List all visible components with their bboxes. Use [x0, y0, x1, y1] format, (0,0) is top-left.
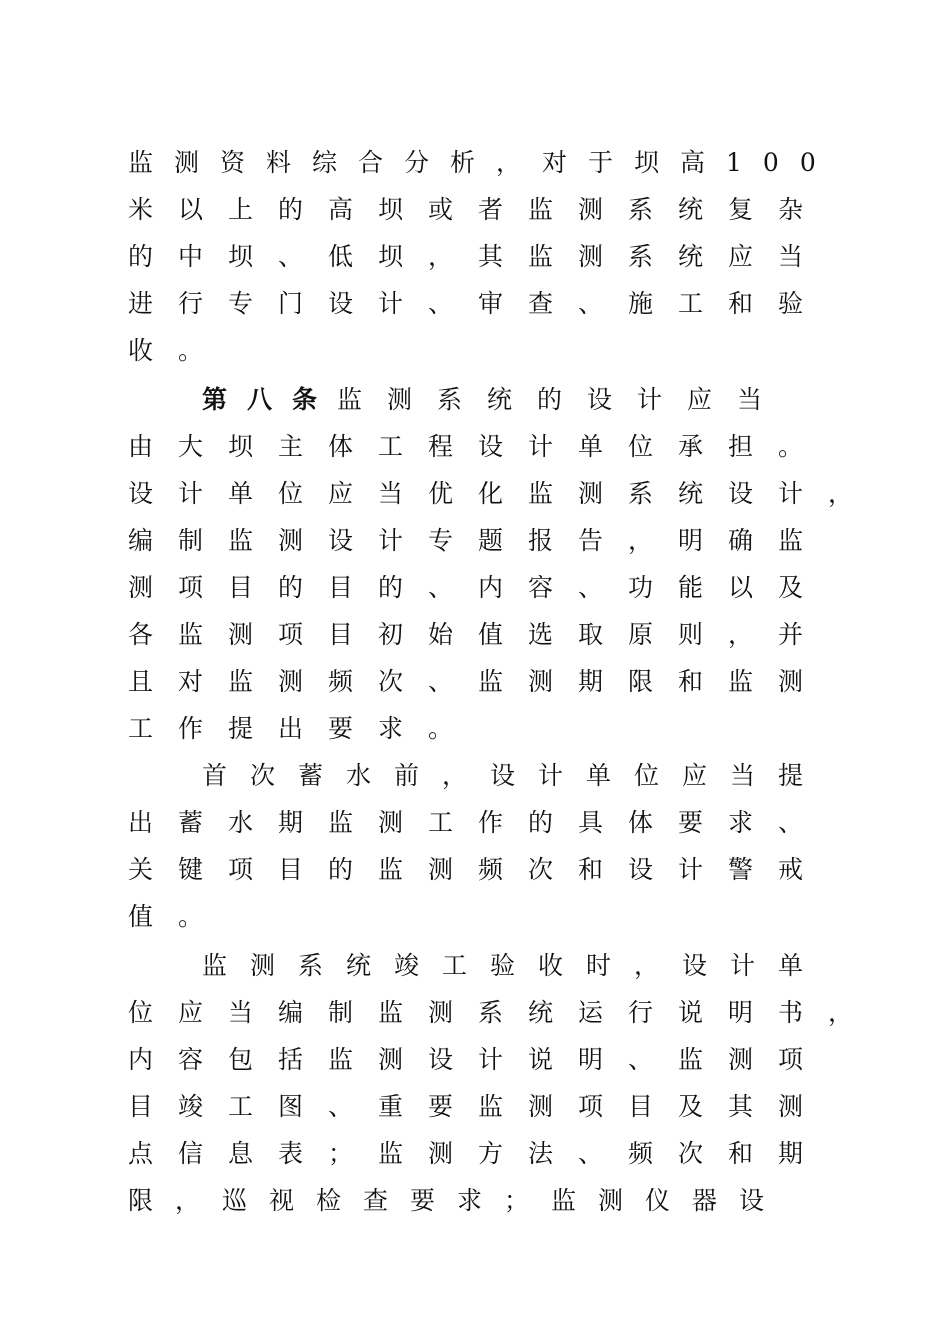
text-line: 设计单位应当优化监测系统设计， [128, 479, 879, 508]
text-line: 工作提出要求。 [128, 714, 479, 743]
article-text: 监测系统的设计应当 [337, 385, 788, 414]
text-line: 编制监测设计专题报告，明确监 [128, 526, 829, 555]
text-line: 的中坝、低坝，其监测系统应当 [128, 242, 829, 271]
text-line: 点信息表；监测方法、频次和期 [128, 1139, 829, 1168]
text-line: 米以上的高坝或者监测系统复杂 [128, 195, 829, 224]
text-line: 测项目的目的、内容、功能以及 [128, 573, 829, 602]
text-line: 进行专门设计、审查、施工和验 [128, 289, 829, 318]
text-line: 值。 [128, 902, 229, 931]
text-line: 且对监测频次、监测期限和监测 [128, 667, 829, 696]
text-line: 首次蓄水前，设计单位应当提 [202, 761, 827, 790]
text-line: 收。 [128, 336, 229, 365]
text-line: 限，巡视检查要求；监测仪器设 [128, 1186, 787, 1215]
article-line [202, 380, 787, 420]
text-line: 关键项目的监测频次和设计警戒 [128, 855, 829, 884]
text-line: 监测系统竣工验收时，设计单 [202, 951, 827, 980]
text-line: 目竣工图、重要监测项目及其测 [128, 1092, 829, 1121]
article-heading: 第八条 [202, 385, 338, 414]
text-line: 位应当编制监测系统运行说明书， [128, 998, 879, 1027]
text-line: 监测资料综合分析，对于坝高100 [128, 148, 837, 177]
text-line: 各监测项目初始值选取原则，并 [128, 620, 829, 649]
text-line: 内容包括监测设计说明、监测项 [128, 1045, 829, 1074]
text-line: 由大坝主体工程设计单位承担。 [128, 432, 829, 461]
text-line: 出蓄水期监测工作的具体要求、 [128, 808, 829, 837]
